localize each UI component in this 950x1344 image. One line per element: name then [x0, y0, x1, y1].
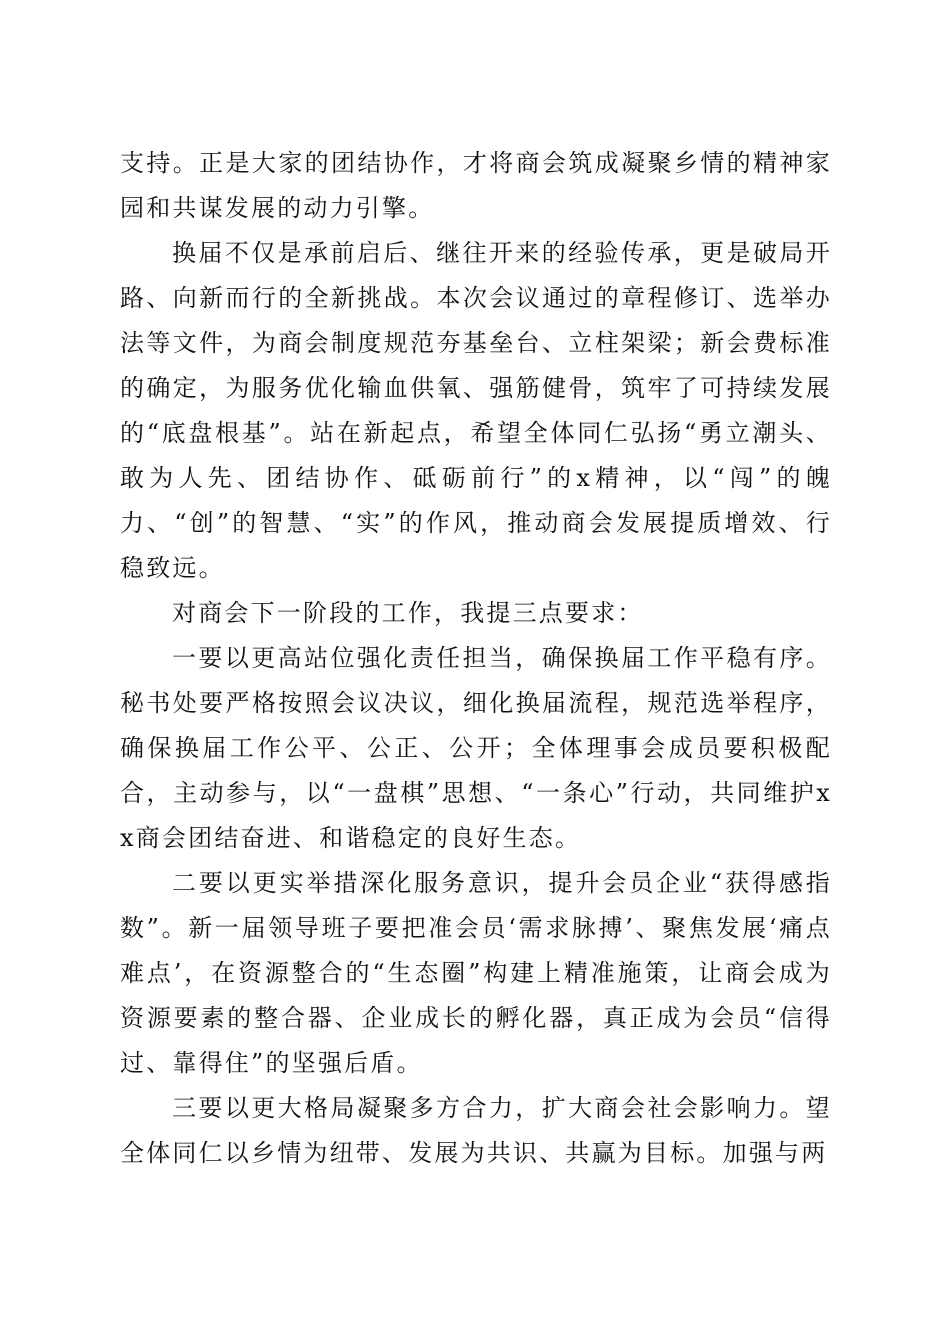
paragraph-1: 支持。正是大家的团结协作，才将商会筑成凝聚乡情的精神家园和共谋发展的动力引擎。 — [120, 149, 832, 222]
paragraph-5: 二要以更实举措深化服务意识，提升会员企业“获得感指数”。新一届领导班子要把准会员‘需求脉搏’、聚焦发展‘痛点难点’，在资源整合的“生态圈”构建上精准施策，让商会成为资源要素的整合器、企业成长的孵化器，真正成为会员“信得过、靠得住”的坚强后盾。 — [120, 869, 832, 1077]
paragraph-6: 三要以更大格局凝聚多方合力，扩大商会社会影响力。望全体同仁以乡情为纽带、发展为共识、共赢为目标。加强与两 — [120, 1094, 832, 1167]
paragraph-4: 一要以更高站位强化责任担当，确保换届工作平稳有序。秘书处要严格按照会议决议，细化换届流程，规范选举程序，确保换届工作公平、公正、公开；全体理事会成员要积极配合，主动参与，以“一盘棋”思想、“一条心”行动，共同维护xx商会团结奋进、和谐稳定的良好生态。 — [120, 644, 832, 852]
paragraph-3: 对商会下一阶段的工作，我提三点要求： — [172, 599, 644, 627]
paragraph-2: 换届不仅是承前启后、继往开来的经验传承，更是破局开路、向新而行的全新挑战。本次会议通过的章程修订、选举办法等文件，为商会制度规范夯基垒台、立柱架梁；新会费标准的确定，为服务优化输血供氧、强筋健骨，筑牢了可持续发展的“底盘根基”。站在新起点，希望全体同仁弘扬“勇立潮头、敢为人先、团结协作、砥砺前行”的x精神，以“闯”的魄力、“创”的智慧、“实”的作风，推动商会发展提质增效、行稳致远。 — [120, 239, 832, 582]
document-body — [120, 141, 832, 1176]
